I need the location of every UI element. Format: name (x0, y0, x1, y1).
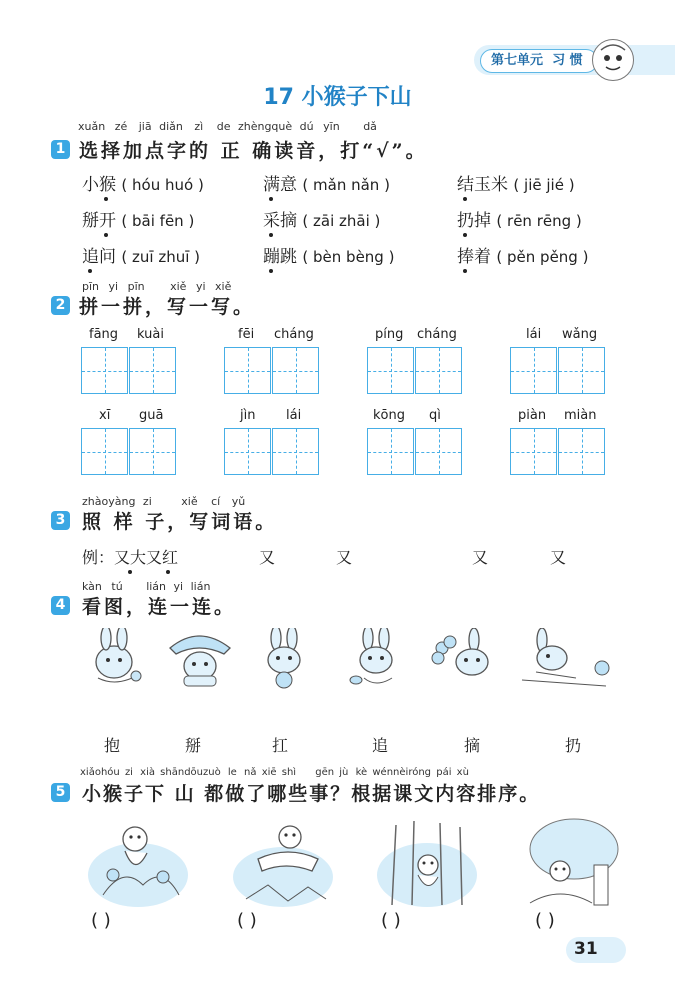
reading-options[interactable]: ( zuī zhuī ) (121, 248, 201, 266)
word: 捧着 (457, 247, 491, 267)
emphasis-dot (104, 233, 108, 237)
emphasis-dot (463, 197, 467, 201)
blank-char: 又 (336, 548, 353, 567)
reading-options[interactable]: ( mǎn nǎn ) (302, 176, 390, 194)
lesson-title: 17 小猴子下山 (263, 85, 412, 110)
monkey-picture-2 (228, 815, 338, 910)
py: xiě (170, 280, 187, 293)
py: fāng (89, 327, 119, 342)
verb[interactable]: 扔 (565, 736, 582, 755)
order-answer-blank[interactable]: ( ) (91, 910, 111, 931)
py: wǎng (562, 327, 598, 342)
py: dú (299, 120, 314, 133)
emphasis-dot (269, 269, 273, 273)
emphasis-dot (269, 197, 273, 201)
py: yi (108, 280, 119, 293)
writing-grid[interactable] (367, 428, 414, 475)
verb[interactable]: 扛 (272, 736, 289, 755)
unit-name: 第七单元 (491, 53, 544, 68)
habit-name: 习 惯 (552, 53, 583, 68)
writing-grid[interactable] (510, 347, 557, 394)
rabbit-picture-3 (256, 628, 316, 690)
py: wén (372, 767, 394, 778)
writing-box-group (510, 408, 606, 478)
py: le (227, 767, 237, 778)
blank-char: 又 (259, 548, 276, 567)
monkey-picture-3 (372, 815, 482, 910)
py: dōu (184, 767, 203, 778)
reading-item (457, 170, 575, 195)
py: xù (456, 767, 469, 778)
py: lián (146, 580, 167, 593)
reading-options[interactable]: ( hóu huó ) (121, 176, 204, 194)
blank-char: 又 (550, 548, 567, 567)
writing-grid[interactable] (367, 347, 414, 394)
py: xiǎohóu (80, 767, 120, 778)
py: xiē (261, 767, 277, 778)
reading-item (263, 206, 380, 231)
reading-options[interactable]: ( bèn bèng ) (302, 248, 395, 266)
py: xiě (215, 280, 232, 293)
q3-instruction: 照 样 子，写词语。 (82, 511, 278, 533)
reading-item (82, 206, 194, 231)
py: shì (281, 767, 297, 778)
emphasis-dot (104, 197, 108, 201)
py: nèi (393, 767, 409, 778)
q3-number: 3 (51, 511, 70, 530)
py: qì (429, 408, 441, 423)
writing-grid[interactable] (129, 347, 176, 394)
py: zuò (203, 767, 221, 778)
py: jiā (138, 120, 152, 133)
q1-instruction: 选择加点字的 正 确读音，打“√”。 (79, 140, 428, 162)
py: nǎ (244, 767, 257, 778)
q1-pinyin-line (78, 120, 377, 133)
writing-grid[interactable] (81, 347, 128, 394)
py: pái (436, 767, 452, 778)
writing-box-group (81, 408, 177, 478)
py: kōng (373, 408, 405, 423)
order-answer-blank[interactable]: ( ) (237, 910, 257, 931)
reading-item (82, 242, 200, 267)
reading-item (457, 206, 582, 231)
q2-number: 2 (51, 296, 70, 315)
writing-grid[interactable] (224, 428, 271, 475)
reading-options[interactable]: ( pěn pěng ) (496, 248, 589, 266)
py: miàn (564, 408, 597, 423)
word: 蹦跳 (263, 247, 297, 267)
verb[interactable]: 掰 (185, 736, 202, 755)
q5-instruction: 小猴子下 山 都做了哪些事？根据课文内容排序。 (82, 783, 541, 805)
reading-options[interactable]: ( jiē jié ) (513, 176, 575, 194)
writing-box-group (224, 327, 320, 397)
writing-grid[interactable] (558, 347, 605, 394)
writing-grid[interactable] (224, 347, 271, 394)
reading-item (82, 170, 204, 195)
py: zhèngquè (237, 120, 293, 133)
verb[interactable]: 抱 (104, 736, 121, 755)
writing-grid[interactable] (415, 347, 462, 394)
writing-box-group (367, 327, 463, 397)
monkey-picture-4 (516, 815, 626, 910)
py: diǎn (159, 120, 183, 133)
py: tú (111, 580, 123, 593)
py: xiě (181, 495, 198, 508)
py: fēi (238, 327, 255, 342)
writing-grid[interactable] (415, 428, 462, 475)
py: pīn (127, 280, 145, 293)
py: yi (173, 580, 184, 593)
writing-grid[interactable] (510, 428, 557, 475)
rabbit-picture-5 (428, 628, 498, 690)
py: xuǎn (78, 120, 106, 133)
emphasis-dot (463, 269, 467, 273)
word: 结玉米 (457, 175, 508, 195)
word: 掰开 (82, 211, 116, 231)
py: cí (211, 495, 221, 508)
py: dǎ (363, 120, 377, 133)
reading-options[interactable]: ( rēn rēng ) (496, 212, 582, 230)
order-answer-blank[interactable]: ( ) (381, 910, 401, 931)
word: 追问 (82, 247, 116, 267)
reading-options[interactable]: ( bāi fēn ) (121, 212, 195, 230)
py: lái (526, 327, 542, 342)
py: lái (286, 408, 302, 423)
emphasis-dot (269, 233, 273, 237)
py: piàn (518, 408, 547, 423)
writing-grid[interactable] (272, 428, 319, 475)
example-phrase: 例：又大又红 (82, 548, 179, 567)
py: kè (355, 767, 368, 778)
page-number: 31 (574, 939, 598, 959)
word: 小猴 (82, 175, 116, 195)
py: jìn (240, 408, 256, 423)
py: lián (190, 580, 211, 593)
verb[interactable]: 摘 (464, 736, 481, 755)
writing-box-group (224, 408, 320, 478)
writing-box-group (367, 408, 463, 478)
py: yīn (323, 120, 340, 133)
emphasis-dot (463, 233, 467, 237)
py: zé (114, 120, 128, 133)
py: zi (142, 495, 152, 508)
page-number-badge (566, 937, 626, 963)
rabbit-picture-4 (344, 628, 404, 690)
py: xī (99, 408, 111, 423)
blank-char: 又 (472, 548, 489, 567)
py: cháng (274, 327, 314, 342)
q5-pinyin-line (80, 767, 469, 778)
word: 满意 (263, 175, 297, 195)
q4-instruction: 看图，连一连。 (82, 596, 237, 618)
py: zi (124, 767, 133, 778)
emphasis-dot (88, 269, 92, 273)
rabbit-picture-2 (164, 628, 234, 690)
word: 采摘 (263, 211, 297, 231)
py: kàn (82, 580, 102, 593)
py: róng (408, 767, 432, 778)
py: guā (139, 408, 164, 423)
py: de (216, 120, 231, 133)
py: cháng (417, 327, 457, 342)
py: zì (194, 120, 204, 133)
order-answer-blank[interactable]: ( ) (535, 910, 555, 931)
py: zhàoyàng (82, 495, 136, 508)
writing-grid[interactable] (129, 428, 176, 475)
py: yǔ (231, 495, 246, 508)
py: jù (339, 767, 349, 778)
emphasis-dot (128, 570, 132, 574)
verb[interactable]: 追 (372, 736, 389, 755)
py: yi (195, 280, 206, 293)
writing-box-group (81, 327, 177, 397)
py: píng (375, 327, 404, 342)
writing-box-group (510, 327, 606, 397)
py: shān (160, 767, 185, 778)
q2-instruction: 拼一拼，写一写。 (79, 296, 256, 318)
py: pīn (82, 280, 100, 293)
cartoon-face-icon (592, 39, 634, 81)
rabbit-picture-1 (84, 628, 154, 688)
writing-grid[interactable] (81, 428, 128, 475)
unit-tab (474, 45, 675, 75)
word: 扔掉 (457, 211, 491, 231)
rabbit-picture-6 (516, 628, 616, 690)
q4-number: 4 (51, 596, 70, 615)
writing-grid[interactable] (558, 428, 605, 475)
reading-item (263, 242, 394, 267)
reading-options[interactable]: ( zāi zhāi ) (302, 212, 381, 230)
py: gēn (315, 767, 335, 778)
emphasis-dot (166, 570, 170, 574)
q1-number: 1 (51, 140, 70, 159)
q5-number: 5 (51, 783, 70, 802)
writing-grid[interactable] (272, 347, 319, 394)
py: xià (140, 767, 155, 778)
unit-label (480, 49, 598, 73)
py: kuài (137, 327, 164, 342)
reading-item (263, 170, 390, 195)
monkey-picture-1 (83, 815, 193, 910)
reading-item (457, 242, 588, 267)
